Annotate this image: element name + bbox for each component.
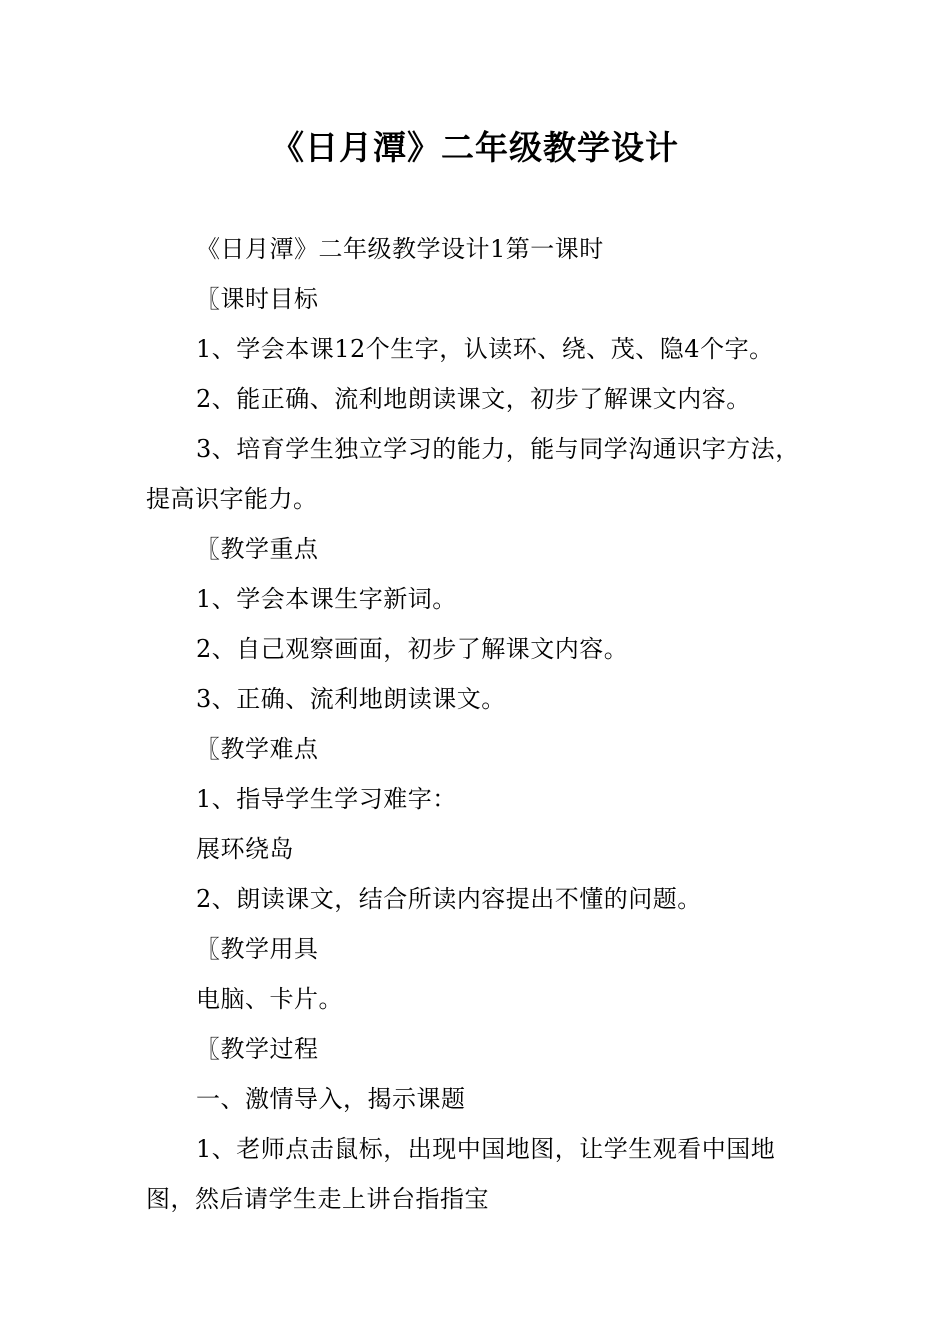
document-title: 《日月潭》二年级教学设计 [271, 128, 679, 167]
difficulty-item-1: 1、指导学生学习难字： [196, 785, 457, 813]
section-heading-objectives: 〖课时目标 [196, 285, 319, 313]
lesson-heading: 《日月潭》二年级教学设计1第一课时 [196, 235, 604, 263]
objective-item-2: 2、能正确、流利地朗读课文，初步了解课文内容。 [196, 385, 751, 413]
process-step-item-1: 1、老师点击鼠标，出现中国地图，让学生观看中国地图，然后请学生走上讲台指指宝 [146, 1135, 776, 1213]
tools-list: 电脑、卡片。 [196, 985, 343, 1013]
objective-item-1: 1、学会本课12个生字，认读环、绕、茂、隐4个字。 [196, 335, 774, 363]
key-point-item-1: 1、学会本课生字新词。 [196, 585, 457, 613]
section-heading-difficulties: 〖教学难点 [196, 735, 319, 763]
key-point-item-3: 3、正确、流利地朗读课文。 [196, 685, 506, 713]
difficulty-item-2: 2、朗读课文，结合所读内容提出不懂的问题。 [196, 885, 702, 913]
document-body [146, 224, 816, 1224]
difficult-characters: 展环绕岛 [196, 835, 294, 863]
section-heading-key-points: 〖教学重点 [196, 535, 319, 563]
section-heading-tools: 〖教学用具 [196, 935, 319, 963]
key-point-item-2: 2、自己观察画面，初步了解课文内容。 [196, 635, 629, 663]
process-step-heading-1: 一、激情导入，揭示课题 [196, 1085, 466, 1113]
objective-item-3: 3、培育学生独立学习的能力，能与同学沟通识字方法，提高识字能力。 [146, 435, 800, 513]
section-heading-process: 〖教学过程 [196, 1035, 319, 1063]
